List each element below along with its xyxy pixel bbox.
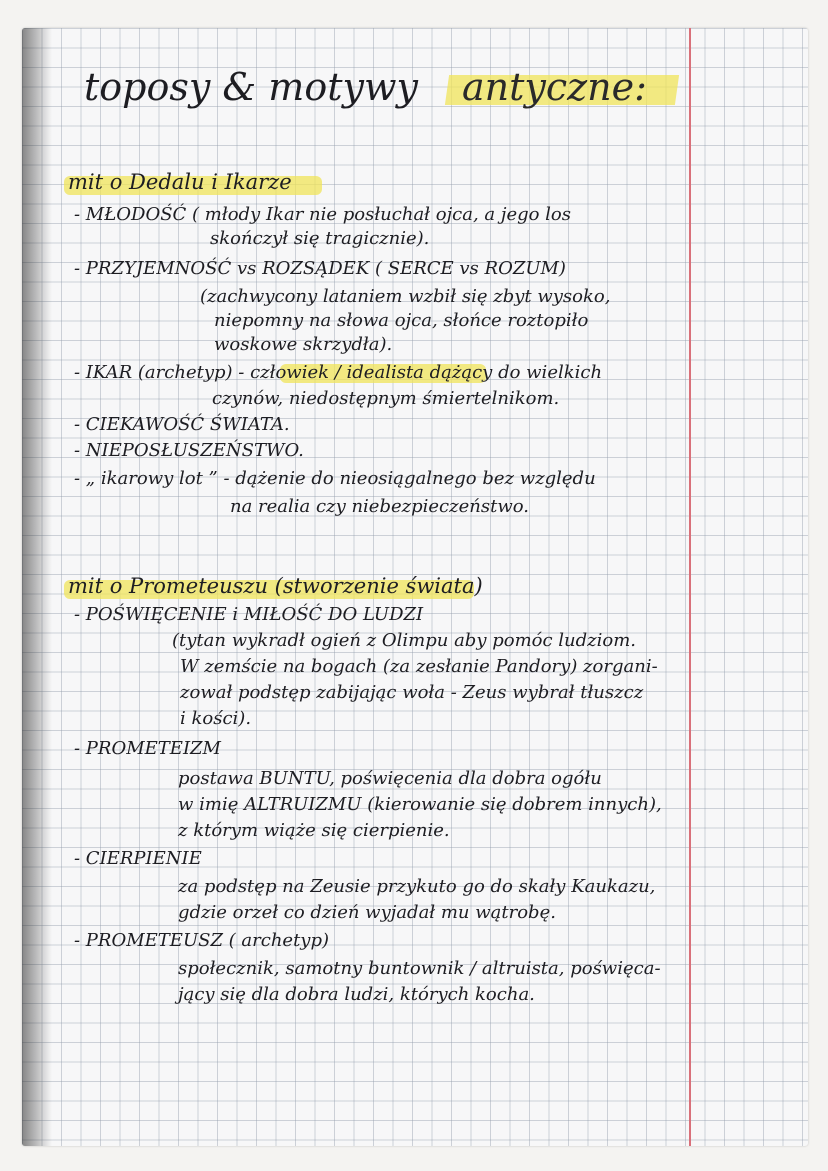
page-shadow	[22, 28, 52, 1146]
page-title-highlighted: antyczne:	[462, 65, 647, 109]
note-line: czynów, niedostępnym śmiertelnikom.	[212, 388, 560, 409]
note-line: (zachwycony lataniem wzbił się zbyt wysoko,	[200, 286, 611, 307]
note-line: - IKAR (archetyp) - człowiek / idealista dążący do wielkich	[74, 362, 603, 383]
note-line: - NIEPOSŁUSZEŃSTWO.	[74, 440, 304, 461]
section-heading-prometeusz: mit o Prometeuszu (stworzenie świata)	[68, 574, 483, 598]
note-line: i kości).	[180, 708, 252, 729]
note-line: niepomny na słowa ojca, słońce roztopiło	[214, 310, 589, 331]
note-line: za podstęp na Zeusie przykuto go do skały Kaukazu,	[178, 876, 656, 897]
note-line: gdzie orzeł co dzień wyjadał mu wątrobę.	[178, 902, 556, 923]
note-line: - POŚWIĘCENIE i MIŁOŚĆ DO LUDZI	[74, 604, 424, 625]
note-line: (tytan wykradł ogień z Olimpu aby pomóc ludziom.	[172, 630, 637, 651]
note-line: - PROMETEIZM	[74, 738, 221, 759]
note-line: społecznik, samotny buntownik / altruista, poświęca-	[178, 958, 661, 979]
note-line: postawa BUNTU, poświęcenia dla dobra ogółu	[178, 768, 602, 789]
note-line: - MŁODOŚĆ ( młody Ikar nie posłuchał ojca, a jego los	[74, 204, 572, 225]
page-title: toposy & motywy	[84, 65, 418, 109]
note-line: skończył się tragicznie).	[210, 228, 430, 249]
note-line: - PRZYJEMNOŚĆ vs ROZSĄDEK ( SERCE vs ROZUM)	[74, 258, 566, 279]
note-line: w imię ALTRUIZMU (kierowanie się dobrem innych),	[178, 794, 662, 815]
note-line: na realia czy niebezpieczeństwo.	[230, 496, 529, 517]
note-line: - PROMETEUSZ ( archetyp)	[74, 930, 330, 951]
note-line: W zemście na bogach (za zesłanie Pandory) zorgani-	[180, 656, 658, 677]
notebook-page	[22, 28, 808, 1146]
note-line: woskowe skrzydła).	[214, 334, 393, 355]
section-heading-ikar: mit o Dedalu i Ikarze	[68, 170, 292, 194]
note-line: z którym wiąże się cierpienie.	[178, 820, 450, 841]
note-line: jący się dla dobra ludzi, których kocha.	[178, 984, 535, 1005]
margin-line	[689, 28, 691, 1146]
note-line: zował podstęp zabijając woła - Zeus wybrał tłuszcz	[180, 682, 644, 703]
note-line: - „ ikarowy lot ” - dążenie do nieosiągalnego bez względu	[74, 468, 596, 489]
note-line: - CIEKAWOŚĆ ŚWIATA.	[74, 414, 290, 435]
note-line: - CIERPIENIE	[74, 848, 202, 869]
